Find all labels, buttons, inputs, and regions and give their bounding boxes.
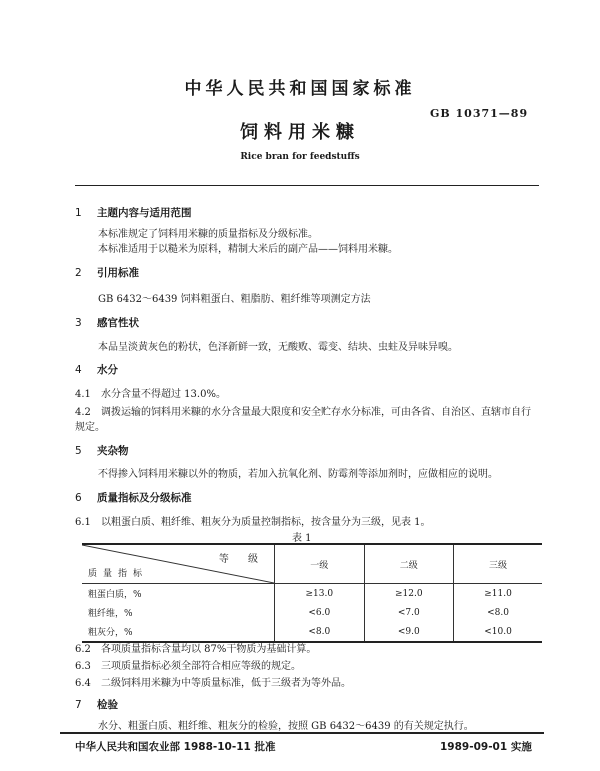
clause-6-4-text: 二级饲料用米糠为中等质量标准，低于三级者为等外品。: [101, 678, 351, 689]
clause-4-1-text: 水分含量不得超过 13.0%。: [101, 389, 226, 400]
clause-6-2: [75, 640, 316, 655]
footer-divider: [60, 732, 544, 734]
table-cell: <7.0: [364, 603, 454, 622]
clause-4-1-number: 4.1: [75, 389, 91, 400]
table-row: [82, 584, 542, 604]
table-cell: <8.0: [275, 622, 365, 642]
section-1-title: 主题内容与适用范围: [97, 207, 192, 219]
section-4-number: 4: [75, 364, 82, 376]
section-4-title: 水分: [97, 364, 118, 376]
header-divider: [75, 185, 539, 186]
section-6-heading: [75, 490, 192, 505]
table-cell: <9.0: [364, 622, 454, 642]
section-1-number: 1: [75, 207, 82, 219]
clause-6-2-text: 各项质量指标含量均以 87%干物质为基础计算。: [101, 644, 317, 655]
section-3-heading: [75, 315, 139, 330]
section-3-title: 感官性状: [97, 317, 139, 329]
section-2-number: 2: [75, 267, 82, 279]
clause-6-3-number: 6.3: [75, 661, 91, 672]
table-cell: <8.0: [487, 607, 509, 618]
section-7-paragraph-1: 水分、粗蛋白质、粗纤维、粗灰分的检验，按照 GB 6432～6439 的有关规定执行。: [98, 721, 474, 732]
clause-6-1-text: 以粗蛋白质、粗纤维、粗灰分为质量控制指标，按含量分为三级，见表 1。: [101, 517, 431, 528]
table-cell: ≥13.0: [275, 584, 365, 604]
section-7-heading: [75, 697, 118, 712]
table-cell: ≥11.0: [484, 588, 512, 599]
table-cell: <6.0: [275, 603, 365, 622]
clause-6-1-number: 6.1: [75, 517, 91, 528]
section-6-number: 6: [75, 492, 82, 504]
section-6-title: 质量指标及分级标准: [97, 492, 192, 504]
clause-6-3-text: 三项质量指标必须全部符合相应等级的规定。: [101, 661, 301, 672]
standard-code: GB 10371—89: [430, 107, 529, 120]
grade-header-2: 二级: [364, 544, 454, 584]
document-title: 饲料用米糠: [240, 122, 360, 143]
grade-header-3: 三级: [454, 544, 542, 584]
table-row: [82, 603, 542, 622]
grade-header-1: 一级: [275, 544, 365, 584]
row-label-crude-fiber: 粗纤维，%: [82, 603, 275, 622]
table-row: [82, 622, 542, 642]
clause-6-4: [75, 674, 351, 689]
section-2-paragraph-1: GB 6432～6439 饲料粗蛋白、粗脂肪、粗纤维等项测定方法: [98, 294, 371, 305]
section-2-title: 引用标准: [97, 267, 139, 279]
table-cell: <10.0: [454, 622, 542, 642]
section-3-paragraph-1: 本品呈淡黄灰色的粉状，色泽新鲜一致，无酸败、霉变、结块、虫蛀及异味异嗅。: [98, 342, 458, 353]
row-label-crude-protein: 粗蛋白质，%: [82, 584, 275, 604]
table-caption: 表 1: [292, 533, 312, 544]
table-header-row: [82, 544, 542, 584]
clause-4-2: [75, 403, 531, 418]
clause-6-3: [75, 657, 301, 672]
clause-6-4-number: 6.4: [75, 678, 91, 689]
section-5-number: 5: [75, 445, 82, 457]
section-1-heading: [75, 205, 192, 220]
clause-4-2-number: 4.2: [75, 407, 91, 418]
clause-6-2-number: 6.2: [75, 644, 91, 655]
quality-grade-table: [82, 543, 542, 643]
approval-info: 中华人民共和国农业部 1988-10-11 批准: [75, 741, 276, 753]
table-corner-cell: [82, 544, 275, 584]
section-5-paragraph-1: 不得掺入饲料用米糠以外的物质，若加入抗氧化剂、防霉剂等添加剂时，应做相应的说明。: [98, 469, 498, 480]
section-5-heading: [75, 443, 129, 458]
section-7-number: 7: [75, 699, 82, 711]
corner-label-grade: 等 级: [218, 554, 266, 565]
corner-label-index: 质量指标: [88, 569, 149, 579]
section-1-paragraph-2: 本标准适用于以糙米为原料，精制大米后的副产品——饲料用米糠。: [98, 244, 398, 255]
table-cell: ≥12.0: [364, 584, 454, 604]
english-title: Rice bran for feedstuffs: [240, 152, 360, 162]
section-3-number: 3: [75, 317, 82, 329]
clause-6-1: [75, 513, 431, 528]
section-4-heading: [75, 362, 118, 377]
section-7-title: 检验: [97, 699, 118, 711]
section-2-heading: [75, 265, 139, 280]
national-standard-heading: 中华人民共和国国家标准: [184, 79, 416, 99]
clause-4-2-text: 调拨运输的饲料用米糠的水分含量最大限度和安全贮存水分标准，可由各省、自治区、直辖市自行: [101, 407, 531, 418]
clause-4-2-continued: 规定。: [75, 422, 105, 433]
section-1-paragraph-1: 本标准规定了饲料用米糠的质量指标及分级标准。: [98, 229, 318, 240]
clause-4-1: [75, 385, 226, 400]
row-label-crude-ash: 粗灰分，%: [82, 622, 275, 642]
implementation-date: 1989-09-01 实施: [440, 741, 532, 753]
section-5-title: 夹杂物: [97, 445, 129, 457]
